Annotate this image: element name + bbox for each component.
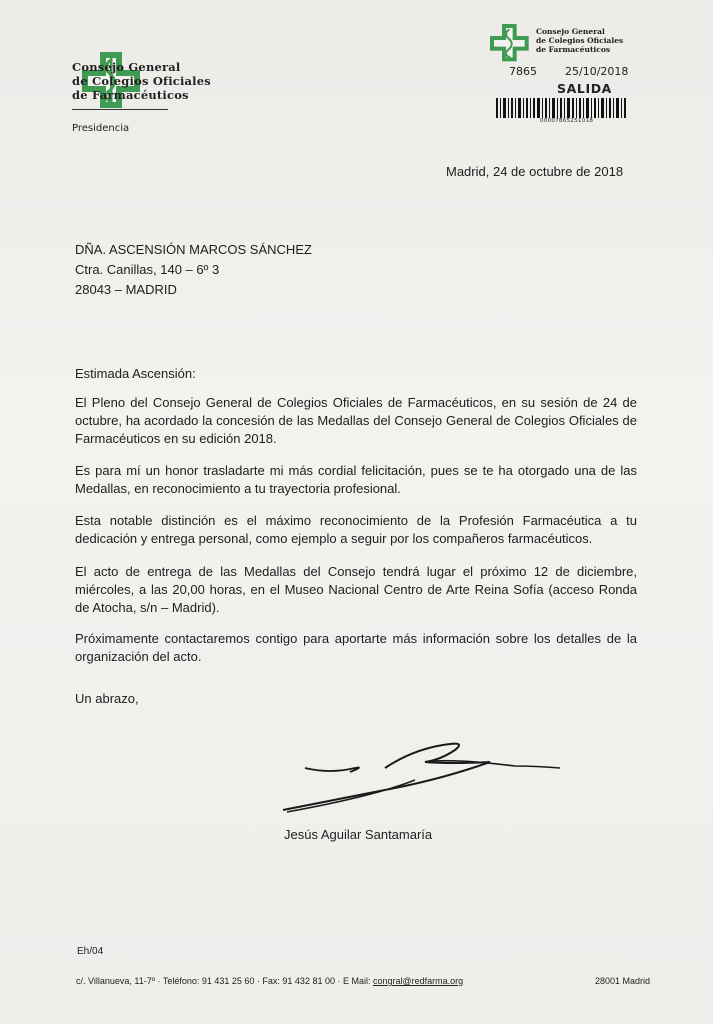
paragraph-5 <box>75 630 637 666</box>
stamp-number: 7865 <box>509 65 537 78</box>
stamp-org-line-3: de Farmacéuticos <box>536 45 611 54</box>
barcode-icon <box>496 98 628 118</box>
org-line-3: de Farmacéuticos <box>72 88 189 102</box>
stamp-logo-icon <box>490 24 530 64</box>
paragraph-4-text: El acto de entrega de las Medallas del Consejo tendrá lugar el próximo 12 de diciembre, miércoles, a las 20,00 horas, en el Museo Nacional Centro de Arte Reina Sofía (acceso Ronda de Atocha, s/n – Madrid). <box>75 564 637 615</box>
letterhead-org-name <box>72 60 211 102</box>
stamp-org-name <box>536 27 623 54</box>
footer-email-link[interactable]: congral@redfarma.org <box>372 976 464 986</box>
paragraph-1 <box>75 394 637 448</box>
paragraph-3 <box>75 512 637 548</box>
signatory-name: Jesús Aguilar Santamaría <box>284 827 433 842</box>
paragraph-2-text: Es para mí un honor trasladarte mi más cordial felicitación, pues se te ha otorgado una de las Medallas, en reconocimiento a tu trayectoria profesional. <box>75 463 637 496</box>
footer-contact <box>76 976 463 986</box>
paragraph-5-text: Próximamente contactaremos contigo para aportarte más información sobre los detalles de la organización del acto. <box>75 631 637 664</box>
reference-code: Eh/04 <box>77 946 104 957</box>
paragraph-1-text: El Pleno del Consejo General de Colegios Oficiales de Farmacéuticos, en su sesión de 24 de octubre, ha acordado la concesión de las Medallas del Consejo General de Colegios Oficiales de Farmacéuticos en su edición 2018. <box>75 395 637 446</box>
recipient-address <box>75 240 312 300</box>
letter-date: Madrid, 24 de octubre de 2018 <box>446 164 624 179</box>
recipient-name: DÑA. ASCENSIÓN MARCOS SÁNCHEZ <box>75 242 312 257</box>
paragraph-3-text: Esta notable distinción es el máximo reconocimiento de la Profesión Farmacéutica a tu dedicación y entrega personal, como ejemplo a seguir por los compañeros farmacéuticos. <box>75 513 637 546</box>
stamp-org-line-2: de Colegios Oficiales <box>536 36 624 45</box>
handwritten-signature-icon <box>275 738 565 818</box>
paragraph-2 <box>75 462 637 498</box>
closing: Un abrazo, <box>75 691 139 706</box>
recipient-street: Ctra. Canillas, 140 – 6º 3 <box>75 262 220 277</box>
org-line-1: Consejo General <box>72 60 181 74</box>
footer-city: 28001 Madrid <box>595 976 651 986</box>
paragraph-4 <box>75 563 637 617</box>
org-line-2: de Colegios Oficiales <box>72 74 211 88</box>
stamp-date: 25/10/2018 <box>565 65 629 78</box>
barcode-number: 00007865251018 <box>540 118 594 124</box>
department-label: Presidencia <box>72 123 130 134</box>
stamp-org-line-1: Consejo General <box>536 27 605 36</box>
footer-address-phone: c/. Villanueva, 11-7º · Teléfono: 91 431 25 60 · Fax: 91 432 81 00 · E Mail: <box>76 976 373 986</box>
stamp-type: SALIDA <box>557 81 612 96</box>
recipient-city: 28043 – MADRID <box>75 282 177 297</box>
letterhead-divider <box>72 109 168 110</box>
salutation: Estimada Ascensión: <box>75 366 196 381</box>
